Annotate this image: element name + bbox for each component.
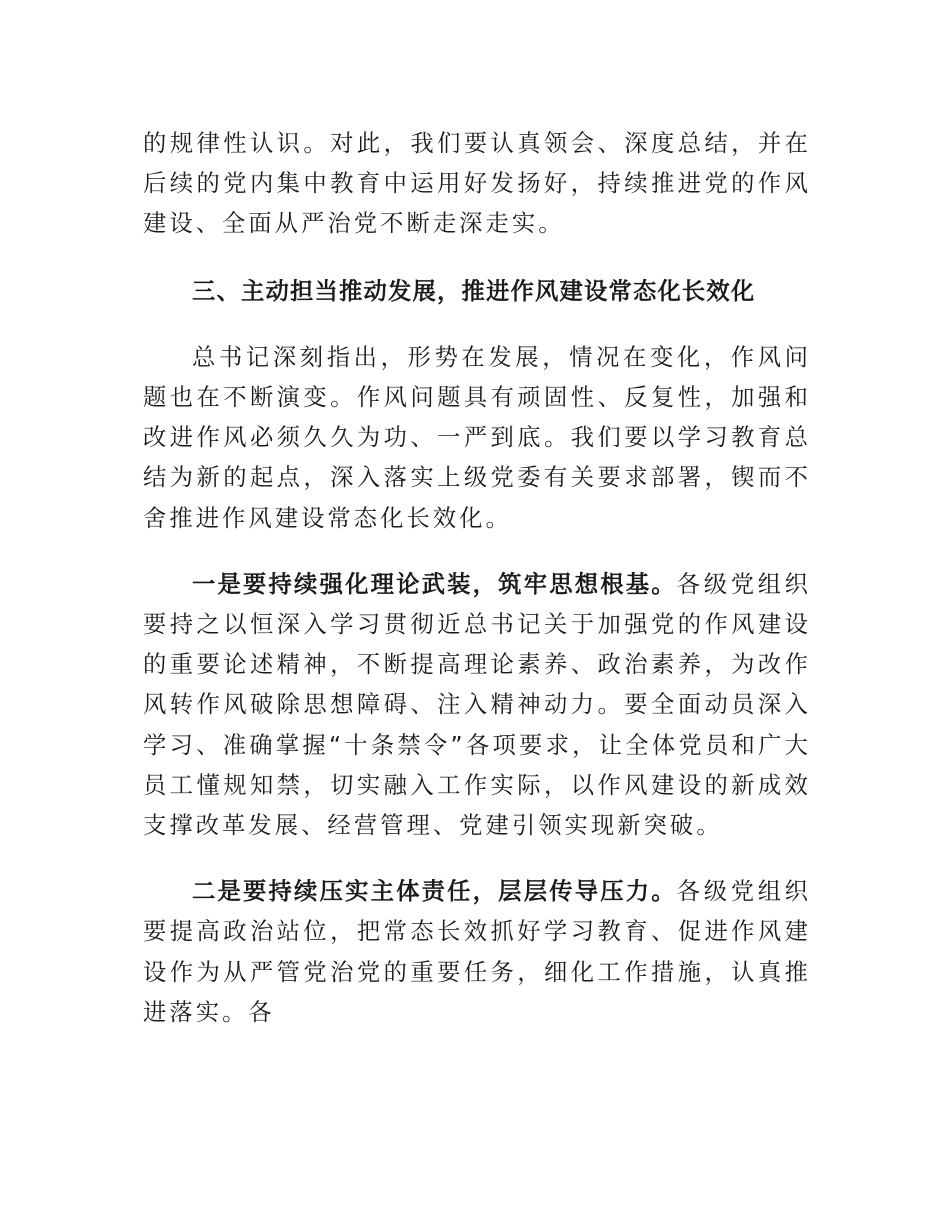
point-one-paragraph <box>143 565 811 846</box>
intro-paragraph: 总书记深刻指出，形势在发展，情况在变化，作风问题也在不断演变。作风问题具有顽固性、反复性，加强和改进作风必须久久为功、一严到底。我们要以学习教育总结为新的起点，深入落实上级党委有关要求部署，锲而不舍推进作风建设常态化长效化。 <box>143 343 811 532</box>
point-one-body: 各级党组织要持之以恒深入学习贯彻近总书记关于加强党的作风建设的重要论述精神，不断提高理论素养、政治素养，为改作风转作风破除思想障碍、注入精神动力。要全面动员深入学习、准确掌握“十条禁令”各项要求，让全体党员和广大员工懂规知禁，切实融入工作实际，以作风建设的新成效支撑改革发展、经营管理、党建引领实现新突破。 <box>143 570 812 840</box>
paragraph-continuation: 的规律性认识。对此，我们要认真领会、深度总结，并在后续的党内集中教育中运用好发扬好，持续推进党的作风建设、全面从严治党不断走深走实。 <box>143 130 811 238</box>
point-two-lead: 二是要持续压实主体责任，层层传导压力。 <box>192 878 677 906</box>
point-two-paragraph <box>143 872 811 1033</box>
point-two-body: 各级党组织要提高政治站位，把常态长效抓好学习教育、促进作风建设作为从严管党治党的重要任务，细化工作措施，认真推进落实。各 <box>143 878 812 1026</box>
document-body <box>143 124 811 1033</box>
section-heading: 三、主动担当推动发展，推进作风建设常态化长效化 <box>192 277 756 305</box>
point-one-lead: 一是要持续强化理论武装，筑牢思想根基。 <box>192 570 677 598</box>
